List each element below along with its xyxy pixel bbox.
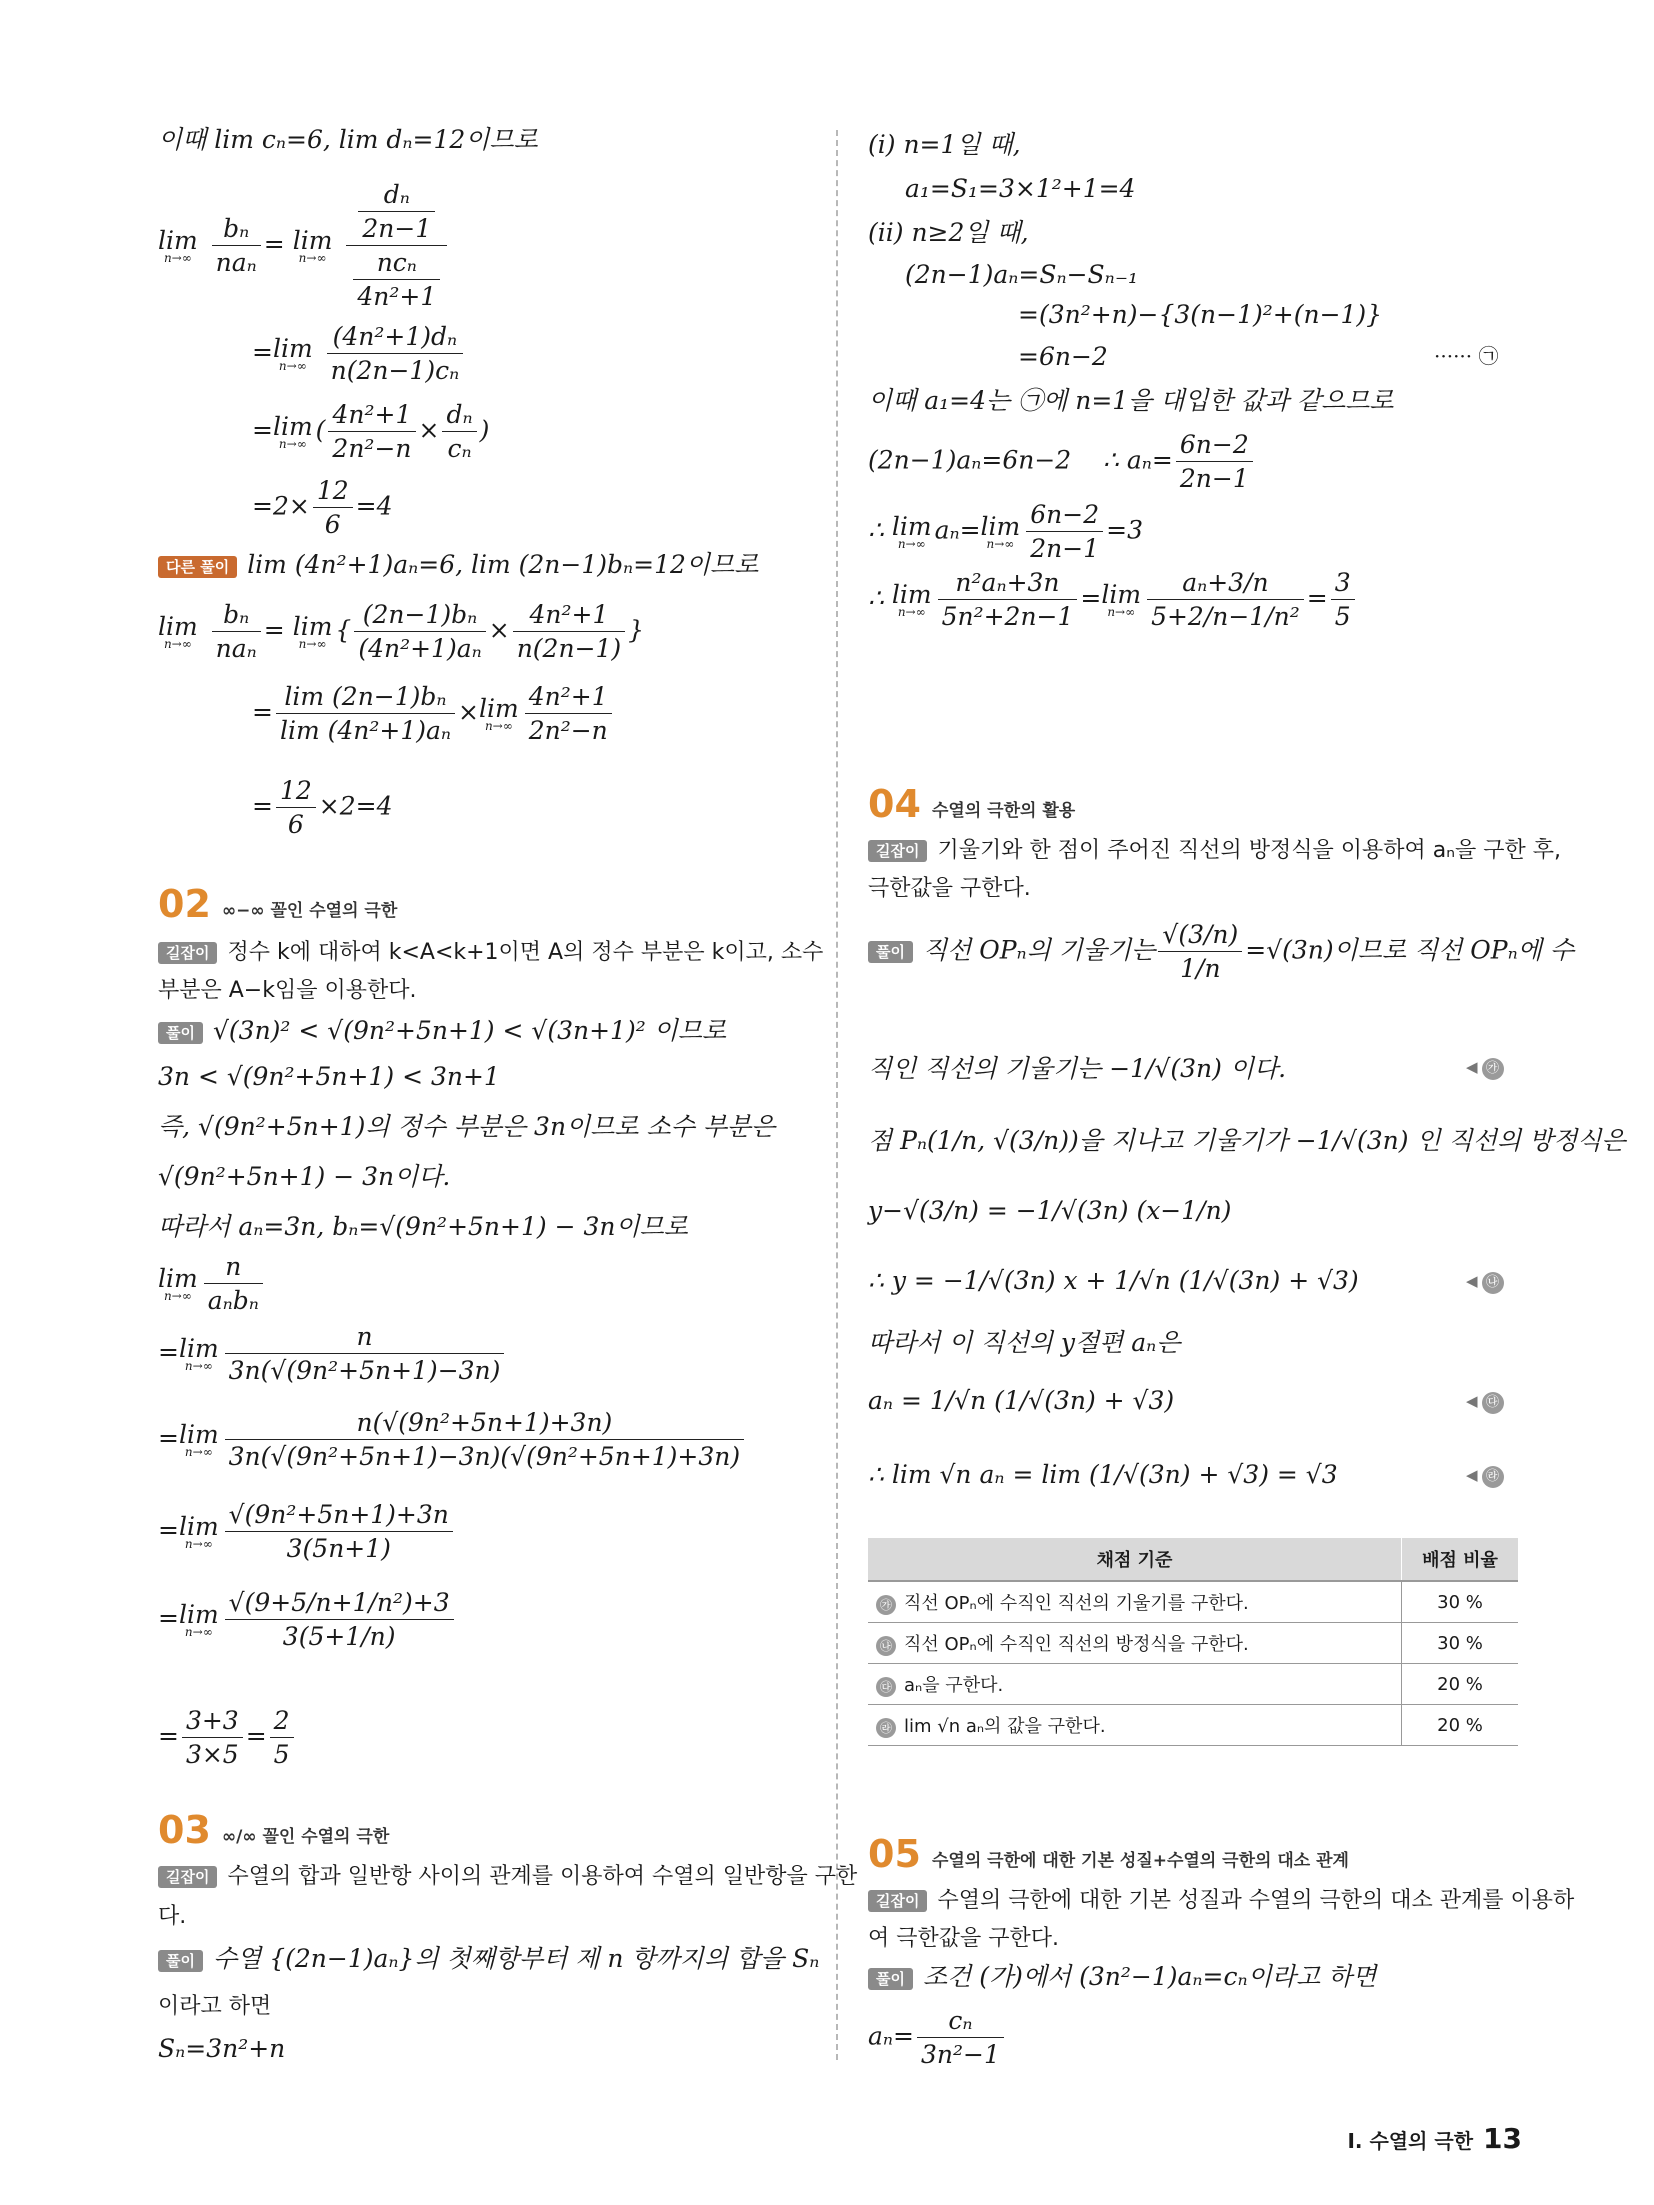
equation: ∴ lim n→∞ aₙ= lim n→∞ $\frac{6n-2}{2n-1}$ =3 bbox=[868, 500, 1143, 563]
equation: (2n−1)aₙ=6n−2 ∴ aₙ= $\frac{6n-2}{2n-1}$ bbox=[868, 430, 1256, 494]
guide-line: 길잡이 수열의 극한에 대한 기본 성질과 수열의 극한의 대소 관계를 이용하 bbox=[868, 1884, 1574, 1914]
text-line: aₙ = 1/√n (1/√(3n) + √3) bbox=[868, 1386, 1175, 1415]
solution-tag: 풀이 bbox=[158, 1950, 203, 1972]
grading-table bbox=[868, 1538, 1518, 1746]
text-line: Sₙ=3n²+n bbox=[158, 2034, 286, 2063]
section-number: 04 bbox=[868, 782, 921, 826]
equation: = $\frac{\text{lim (2n−1)bₙ}}{\text{lim (4n²+1)aₙ}}$ × lim n→∞ $\frac{\text{4n²+1}}{\text{2n²−n}}$ bbox=[252, 682, 615, 746]
solution-line: 풀이 √(3n)² < √(9n²+5n+1) < √(3n+1)² 이므로 bbox=[158, 1016, 726, 1046]
section-title: 수열의 극한의 활용 bbox=[932, 801, 1076, 821]
table-row: ㉱ lim √n aₙ의 값을 구한다. 20 % bbox=[868, 1705, 1518, 1746]
equation: =2× $\frac{12}{6}$ =4 bbox=[252, 476, 393, 539]
text-line: (ⅰ) n=1일 때, bbox=[868, 130, 1021, 159]
solution-line: 풀이 수열 {(2n−1)aₙ}의 첫째항부터 제 n 항까지의 합을 Sₙ bbox=[158, 1944, 819, 1974]
page-footer bbox=[1347, 2122, 1522, 2155]
text-line: ∴ y = −1/√(3n) x + 1/√n (1/√(3n) + √3) bbox=[868, 1266, 1359, 1295]
text-line: 극한값을 구한다. bbox=[868, 876, 1031, 901]
table-header: 배점 비율 bbox=[1402, 1538, 1519, 1581]
equation: = $\frac{3+3}{3\times 5}$ = $\frac{2}{5}$ bbox=[158, 1706, 297, 1770]
text-line: 3n < √(9n²+5n+1) < 3n+1 bbox=[158, 1062, 500, 1091]
text-line: =6n−2 bbox=[1018, 342, 1108, 371]
equation: = $\frac{12}{6}$ ×2=4 bbox=[252, 776, 393, 839]
column-divider bbox=[836, 130, 838, 2060]
step-marker: ◀ ㉯ bbox=[1466, 1272, 1504, 1294]
guide-line: 길잡이 수열의 합과 일반항 사이의 관계를 이용하여 수열의 일반항을 구한 bbox=[158, 1860, 857, 1890]
text-line: 따라서 aₙ=3n, bₙ=√(9n²+5n+1) − 3n이므로 bbox=[158, 1212, 688, 1241]
equation: lim n→∞ $\frac{\text{bₙ}}{\text{naₙ}}$ = lim n→∞ { $\frac{\text{(2n−1)bₙ}}{\text{(4n²+1)aₙ}}$ × $\frac{\text{4n²+1}}{n(2n-1)}$ } bbox=[158, 600, 645, 663]
text-line: ∴ lim √n aₙ = lim (1/√(3n) + √3) = √3 bbox=[868, 1460, 1338, 1489]
text-line: 다. bbox=[158, 1904, 187, 1929]
step-marker: ◀ ㉰ bbox=[1466, 1392, 1504, 1414]
text-line: √(9n²+5n+1) − 3n이다. bbox=[158, 1162, 451, 1191]
text-line: a₁=S₁=3×1²+1=4 bbox=[905, 174, 1136, 203]
equation: lim n→∞ $\frac{\text{bₙ}}{\text{naₙ}}$ = lim n→∞ $\frac{\frac{\text{dₙ}}{2n-1}}{\frac{\text{ncₙ}}{\text{4n²+1}}}$ bbox=[158, 180, 450, 312]
equation: aₙ= $\frac{\text{cₙ}}{\text{3n²−1}}$ bbox=[868, 2006, 1007, 2070]
equation: = lim n→∞ ( $\frac{\text{4n²+1}}{\text{2n²−n}}$ × $\frac{\text{dₙ}}{\text{cₙ}}$ ) bbox=[252, 400, 490, 463]
section-number: 05 bbox=[868, 1832, 921, 1876]
text-line: (ⅱ) n≥2일 때, bbox=[868, 218, 1029, 247]
text-line: 이때 lim cₙ=6, lim dₙ=12이므로 bbox=[158, 125, 538, 154]
section-title: 수열의 극한에 대한 기본 성질+수열의 극한의 대소 관계 bbox=[932, 1851, 1349, 1871]
equation: = lim n→∞ $\frac{\text{√(9n²+5n+1)+3n}}{3(5n+1)}$ bbox=[158, 1500, 456, 1564]
chapter-label: Ⅰ. 수열의 극한 bbox=[1347, 2129, 1474, 2153]
guide-line: 길잡이 기울기와 한 점이 주어진 직선의 방정식을 이용하여 aₙ을 구한 후, bbox=[868, 834, 1561, 864]
guide-tag: 길잡이 bbox=[868, 1890, 927, 1912]
solution-tag: 풀이 bbox=[158, 1022, 203, 1044]
alt-solution-tag: 다른 풀이 bbox=[158, 556, 237, 578]
equation: ∴ lim n→∞ $\frac{\text{n²aₙ+3n}}{\text{5n²+2n−1}}$ = lim n→∞ $\frac{\text{aₙ+3/n}}{\text{5+2/n−1/n²}}$ = $\frac{3}{5}$ bbox=[868, 568, 1358, 632]
equation: = lim n→∞ $\frac{\text{√(9+5/n+1/n²)+3}}{3(5+1/n)}$ bbox=[158, 1588, 457, 1652]
equation-marker: ······ ㉠ bbox=[1434, 344, 1499, 368]
guide-tag: 길잡이 bbox=[158, 942, 217, 964]
solution-line: 풀이 조건 (가)에서 (3n²−1)aₙ=cₙ이라고 하면 bbox=[868, 1962, 1376, 1992]
step-marker: ◀ ㉱ bbox=[1466, 1466, 1504, 1488]
text-line: (2n−1)aₙ=Sₙ−Sₙ₋₁ bbox=[905, 260, 1139, 289]
solution-tag: 풀이 bbox=[868, 941, 913, 963]
text-line: 따라서 이 직선의 y절편 aₙ은 bbox=[868, 1328, 1181, 1357]
equation: = lim n→∞ $\frac{\text{(4n²+1)dₙ}}{\text{n(2n−1)cₙ}}$ bbox=[252, 322, 466, 386]
text-line: =(3n²+n)−{3(n−1)²+(n−1)} bbox=[1018, 300, 1383, 329]
section-title: ∞−∞ 꼴인 수열의 극한 bbox=[222, 901, 398, 921]
table-header: 채점 기준 bbox=[868, 1538, 1402, 1581]
guide-tag: 길잡이 bbox=[868, 840, 927, 862]
text-line: 즉, √(9n²+5n+1)의 정수 부분은 3n이므로 소수 부분은 bbox=[158, 1112, 776, 1141]
step-marker: ◀ ㉮ bbox=[1466, 1058, 1504, 1080]
text-line: 부분은 A−k임을 이용한다. bbox=[158, 978, 417, 1003]
section-number: 02 bbox=[158, 882, 211, 926]
solution-tag: 풀이 bbox=[868, 1968, 913, 1990]
text-line: 점 Pₙ(1/n, √(3/n))을 지나고 기울기가 −1/√(3n) 인 직선의 방정식은 bbox=[868, 1126, 1626, 1155]
equation: = lim n→∞ $\frac{\text{n(√(9n²+5n+1)+3n)}}{\text{3n(√(9n²+5n+1)−3n)(√(9n²+5n+1)+3n)}}$ bbox=[158, 1408, 747, 1472]
text-line: y−√(3/n) = −1/√(3n) (x−1/n) bbox=[868, 1196, 1232, 1225]
alt-solution-line: 다른 풀이 lim (4n²+1)aₙ=6, lim (2n−1)bₙ=12이므로 bbox=[158, 550, 758, 580]
guide-line: 길잡이 정수 k에 대하여 k<A<k+1이면 A의 정수 부분은 k이고, 소수 bbox=[158, 936, 823, 966]
equation: = lim n→∞ $\frac{n}{\text{3n(√(9n²+5n+1)−3n)}}$ bbox=[158, 1322, 507, 1386]
table-row: ㉯ 직선 OPₙ에 수직인 직선의 방정식을 구한다. 30 % bbox=[868, 1623, 1518, 1664]
guide-tag: 길잡이 bbox=[158, 1866, 217, 1888]
section-title: ∞/∞ 꼴인 수열의 극한 bbox=[222, 1827, 390, 1847]
section-number: 03 bbox=[158, 1808, 211, 1852]
text-line: 이때 a₁=4는 ㉠에 n=1을 대입한 값과 같으므로 bbox=[868, 386, 1394, 415]
page-number: 13 bbox=[1483, 2122, 1522, 2155]
table-row: ㉮ 직선 OPₙ에 수직인 직선의 기울기를 구한다. 30 % bbox=[868, 1581, 1518, 1623]
text-line: 여 극한값을 구한다. bbox=[868, 1926, 1059, 1951]
equation: lim n→∞ $\frac{n}{\text{aₙbₙ}}$ bbox=[158, 1252, 266, 1316]
solution-line: 풀이 직선 OPₙ의 기울기는 $\frac{√(3/n)}{1/n}$ =√(3n)이므로 직선 OPₙ에 수 bbox=[868, 920, 1574, 984]
text-line: 직인 직선의 기울기는 −1/√(3n) 이다. bbox=[868, 1054, 1287, 1083]
table-row: ㉰ aₙ을 구한다. 20 % bbox=[868, 1664, 1518, 1705]
text-line: 이라고 하면 bbox=[158, 1994, 272, 2019]
